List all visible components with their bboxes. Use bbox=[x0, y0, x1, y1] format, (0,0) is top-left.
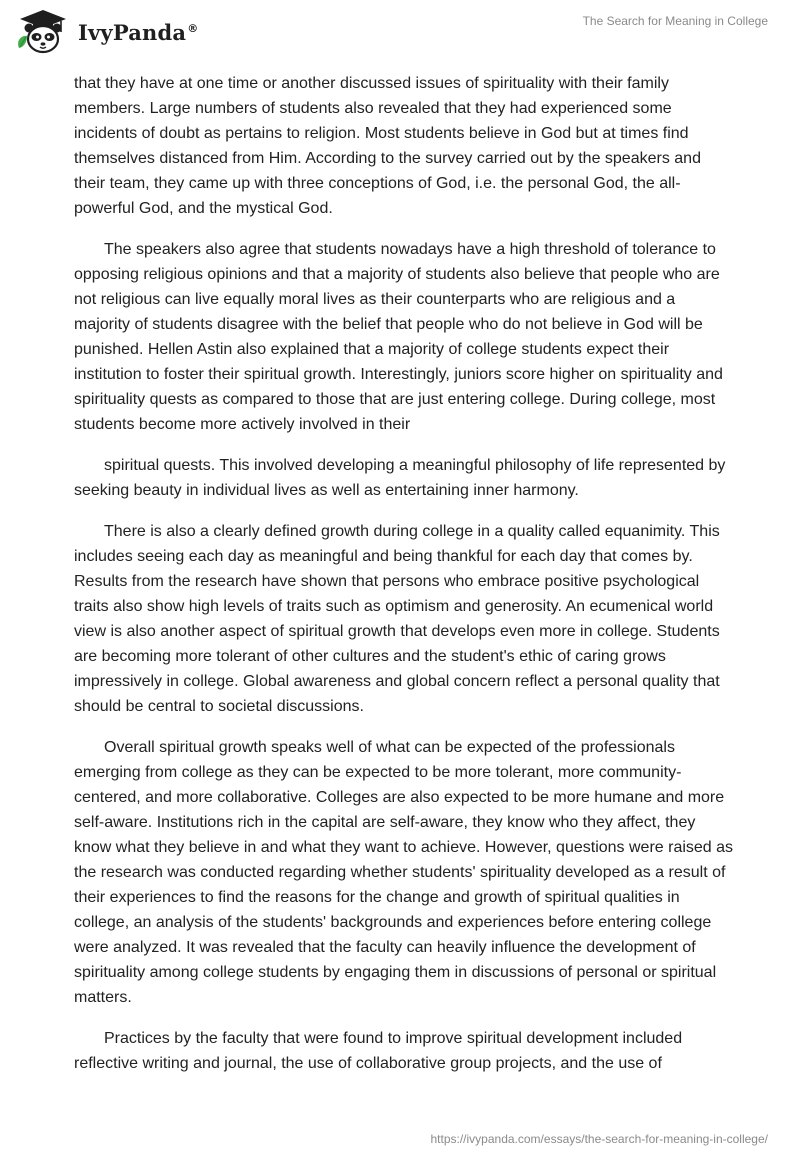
logo-text: IvyPanda bbox=[78, 19, 187, 45]
paragraph-4: There is also a clearly defined growth during college in a quality called equanimity. This includes seeing each day as meaningful and being thankful for each day that comes by. Results from the research have shown that persons who embrace positive psychological traits also show high levels of traits such as optimism and generosity. An ecumenical world view is also another aspect of spiritual growth that develops even more in college. Students are becoming more tolerant of other cultures and the student's ethic of caring grows impressively in college. Global awareness and global concern reflect a personal quality that should be central to societal discussions. bbox=[74, 523, 720, 715]
panda-graduation-cap-icon bbox=[14, 8, 72, 56]
page-header bbox=[0, 0, 800, 64]
paragraph-5: Overall spiritual growth speaks well of what can be expected of the professionals emerging from college as they can be expected to be more tolerant, more community-centered, and more collaborative. Colleges are also expected to be more humane and more self-aware. Institutions rich in the capital are self-aware, they know who they affect, they know what they believe in and what they want to achieve. However, questions were raised as the research was conducted regarding whether students' spirituality developed as a result of their experiences to find the reasons for the change and growth of spiritual qualities in college, an analysis of the students' backgrounds and experiences before entering college were analyzed. It was revealed that the faculty can heavily influence the development of spirituality among college students by engaging them in discussions of personal or spiritual matters. bbox=[74, 739, 734, 1006]
document-title: The Search for Meaning in College bbox=[582, 14, 768, 28]
registered-mark: ® bbox=[187, 21, 199, 35]
paragraph-6: Practices by the faculty that were found to improve spiritual development included reflective writing and journal, the use of collaborative group projects, and the use of bbox=[74, 1030, 683, 1072]
logo-wordmark bbox=[78, 20, 198, 45]
paragraph-3: spiritual quests. This involved developing a meaningful philosophy of life represented by seeking beauty in individual lives as well as entertaining inner harmony. bbox=[74, 457, 726, 499]
essay-body bbox=[74, 71, 734, 1092]
paragraph-1: that they have at one time or another discussed issues of spirituality with their family members. Large numbers of students also revealed that they had experienced some incidents of doubt as pertains to religion. Most students believe in God but at times find themselves distanced from Him. According to the survey carried out by the speakers and their team, they came up with three conceptions of God, i.e. the personal God, the all-powerful God, and the mystical God. bbox=[74, 75, 701, 217]
source-url[interactable]: https://ivypanda.com/essays/the-search-for-meaning-in-college/ bbox=[430, 1132, 768, 1146]
paragraph-2: The speakers also agree that students nowadays have a high threshold of tolerance to opposing religious opinions and that a majority of students also believe that people who are not religious can live equally moral lives as their counterparts who are religious and a majority of students disagree with the belief that people who do not believe in God will be punished. Hellen Astin also explained that a majority of college students expect their institution to foster their spiritual growth. Interestingly, juniors score higher on spirituality and spirituality quests as compared to those that are just entering college. During college, most students become more actively involved in their bbox=[74, 241, 723, 433]
ivypanda-logo[interactable] bbox=[14, 8, 198, 56]
